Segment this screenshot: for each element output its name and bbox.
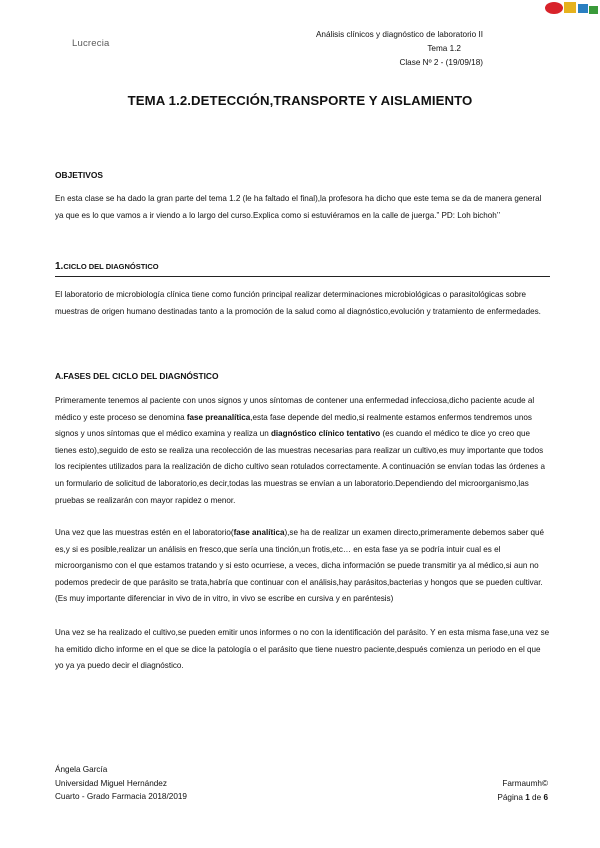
section-divider <box>55 276 550 277</box>
sectionA-paragraph-3: Una vez se ha realizado el cultivo,se pueden emitir unos informes o no con la identificación del parásito. Y en esta misma fase,una vez se ha emitido dicho informe en el que se dice la patología o el parásito que tiene nuestro paciente,después comienza un periodo en el que yo ya ya puedo decir el diagnóstico. <box>55 628 550 671</box>
corner-illustration <box>540 0 600 18</box>
text-run: (es cuando el médico te dice yo creo que tienes esto),seguido de esto se realiza una recolección de las muestras necesarias para realizar un cultivo,es muy importante que todos los recipientes utilizados para la realización de dicho cultivo sean rotulados correctamente. A continuación se envían todas las órdenes a un formulario de solicitud de laboratorio,es decir,todas las muestras se envían a un laboratorio.Dependiendo del microorganismo,las pruebas se realizarán con mayor rapidez o menor. <box>55 429 545 505</box>
objectives-heading: OBJETIVOS <box>55 170 103 180</box>
page-current: 1 <box>525 792 530 802</box>
author-logo: Lucrecia <box>72 38 110 49</box>
course-name: Análisis clínicos y diagnóstico de laboratorio II <box>315 30 483 39</box>
text-run: Primeramente tenemos al paciente con unos signos y unos síntomas de contener una enfermedad infecciosa,dicho paciente acude al médico y este proceso se denomina <box>55 396 535 422</box>
footer-author <box>55 763 187 804</box>
term-fase-analitica: fase analítica <box>233 528 285 537</box>
sectionA-heading: A.FASES DEL CICLO DEL DIAGNÓSTICO <box>55 371 219 381</box>
objectives-text: En esta clase se ha dado la gran parte del tema 1.2 (le ha faltado el final),la profesora ha dicho que este tema se da de manera general ya que es lo que vamos a ir viendo a lo largo del curso.Explica como si estuviéramos en la calle de juerga.” PD: Loh bichoh’’ <box>55 194 542 220</box>
sectionA-paragraph-2 <box>55 525 550 608</box>
section1-text: El laboratorio de microbiología clínica tiene como función principal realizar determinaciones microbiológicas o parasitológicas sobre muestras de origen humano destinadas tanto a la promoción de la salud como al diagnóstico,evolución y tratamiento de enfermedades. <box>55 290 541 316</box>
text-run: Una vez que las muestras estén en el laboratorio( <box>55 528 234 537</box>
term-diagnostico-clinico: diagnóstico clínico tentativo <box>270 429 381 439</box>
page-word: Página <box>497 792 526 802</box>
term-fase-preanalitica: fase preanalítica <box>186 412 251 422</box>
class-label: Clase Nº 2 - (19/09/18) <box>399 58 483 67</box>
page-number <box>497 791 548 805</box>
footer-page-info <box>497 777 548 804</box>
page-total: 6 <box>543 792 548 802</box>
section1-title: CICLO DEL DIAGNÓSTICO <box>63 262 159 271</box>
topic-label: Tema 1.2 <box>427 44 461 53</box>
page-of: de <box>529 792 544 802</box>
sectionA-paragraph-1 <box>55 393 550 509</box>
page-title: TEMA 1.2.DETECCIÓN,TRANSPORTE Y AISLAMIENTO <box>127 93 473 108</box>
text-run: ),se ha de realizar un examen directo,primeramente debemos saber qué es,y si es posible,realizar un análisis en fresco,que sería una tinción,un frotis,etc… en esta fase ya se podría intuir cual es el microorganismo con el que estamos tratando y si esto ocurriese, a veces, dicha información se puede transmitir ya al médico,si aun no podemos predecir de que parásito se trata,habría que continuar con el análisis,hay parásitos,bacterias y hongos que se pueden cultivar. (Es muy importante diferenciar in vivo de in vitro, in vivo se escribe en cursiva y en paréntesis) <box>55 528 545 604</box>
section1-heading <box>55 261 159 272</box>
university-name: Universidad Miguel Hernández <box>55 778 167 788</box>
text-run: ,esta fase depende del medio,si realmente estamos enfermos tendremos unos signos y unos síntomas que el médico examina y realiza un <box>55 412 532 439</box>
section1-number: 1. <box>55 261 64 272</box>
degree-label: Cuarto - Grado Farmacia 2018/2019 <box>55 792 187 801</box>
author-name: Ángela García <box>55 765 108 774</box>
brand-label: Farmaumh© <box>502 779 548 788</box>
document-header <box>223 28 483 70</box>
